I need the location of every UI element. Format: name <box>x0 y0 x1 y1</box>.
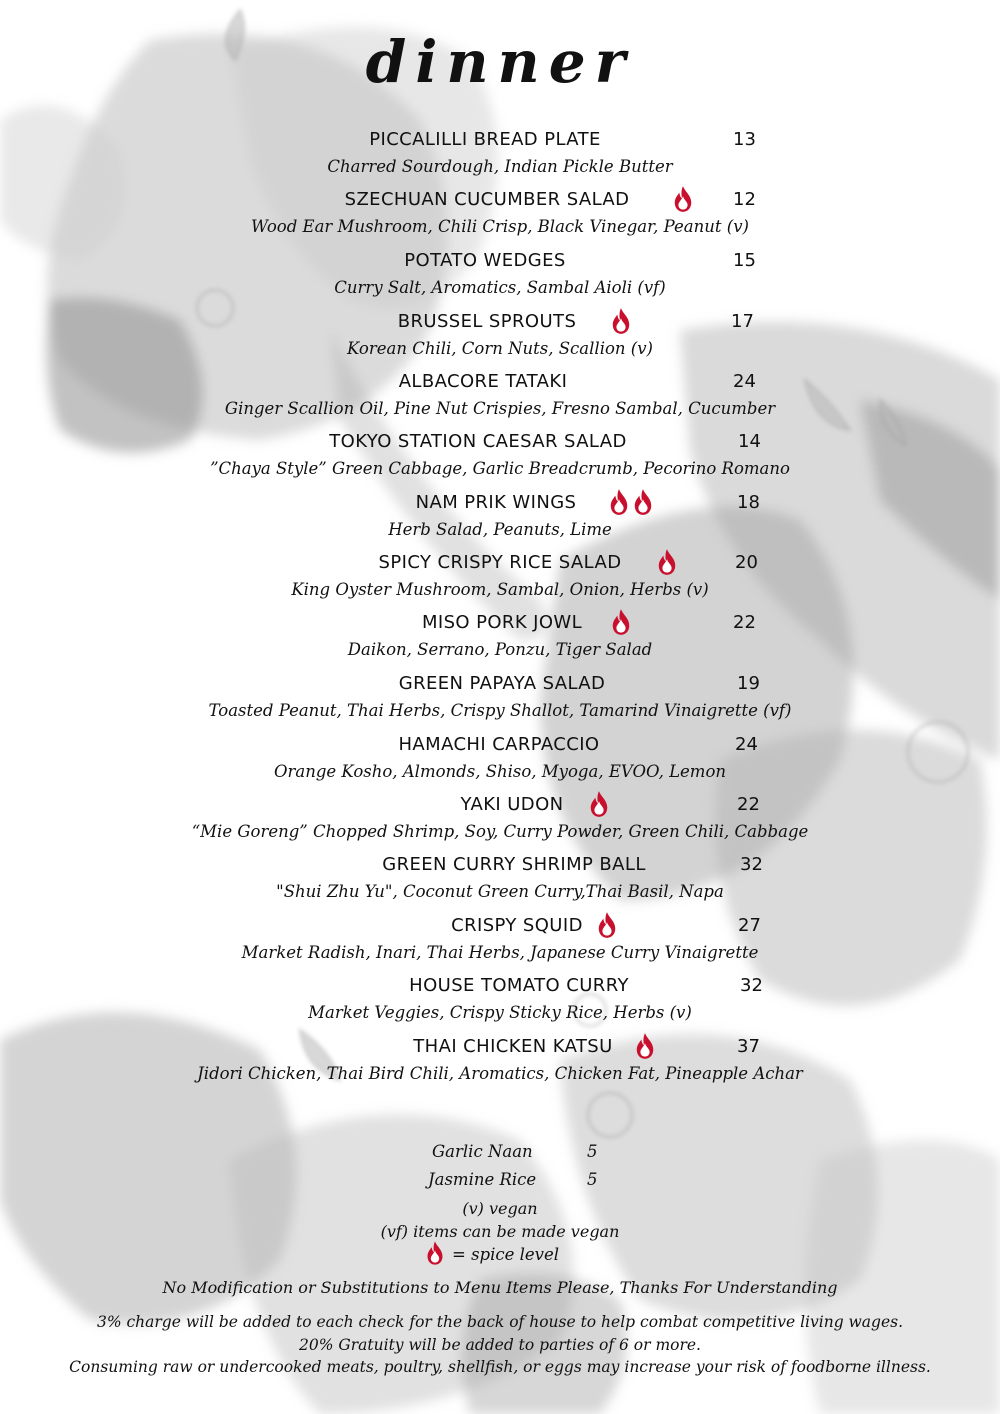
menu-item-name: SPICY CRISPY RICE SALAD <box>378 552 622 573</box>
menu-item <box>0 1034 1000 1064</box>
menu-item-name: ALBACORE TATAKI <box>398 371 568 392</box>
menu-item <box>0 792 1000 822</box>
menu-item-name: MISO PORK JOWL <box>421 612 583 633</box>
menu-item-price: 12 <box>733 189 756 210</box>
side-price: 5 <box>587 1142 598 1161</box>
menu-item-description: Toasted Peanut, Thai Herbs, Crispy Shallot, Tamarind Vinaigrette (vf) <box>208 701 792 720</box>
menu-item <box>0 187 1000 217</box>
menu-item-price: 32 <box>740 975 763 996</box>
menu-item-name: PICCALILLI BREAD PLATE <box>369 129 601 150</box>
side-name: Jasmine Rice <box>428 1170 537 1189</box>
menu-item-name: GREEN PAPAYA SALAD <box>398 673 606 694</box>
menu-item-price: 22 <box>733 612 756 633</box>
flame-icon <box>596 911 618 939</box>
flame-icon <box>425 1240 445 1266</box>
menu-item-price: 17 <box>731 311 754 332</box>
menu-item-description: Market Radish, Inari, Thai Herbs, Japanese Curry Vinaigrette <box>241 943 759 962</box>
menu-item-description: King Oyster Mushroom, Sambal, Onion, Herbs (v) <box>291 580 709 599</box>
menu-item <box>0 550 1000 580</box>
menu-item-price: 24 <box>735 734 758 755</box>
legend-vegan-friendly: (vf) items can be made vegan <box>380 1222 620 1241</box>
menu-item-name: SZECHUAN CUCUMBER SALAD <box>344 189 630 210</box>
menu-item-price: 15 <box>733 250 756 271</box>
flame-icon <box>656 548 678 576</box>
menu-item-price: 24 <box>733 371 756 392</box>
menu-item-name: THAI CHICKEN KATSU <box>413 1036 613 1057</box>
menu-item <box>0 852 1000 882</box>
menu-item-name: POTATO WEDGES <box>404 250 566 271</box>
menu-item-description: Herb Salad, Peanuts, Lime <box>388 520 612 539</box>
side-name: Garlic Naan <box>432 1142 533 1161</box>
flame-icon <box>672 185 694 213</box>
menu-item-name: TOKYO STATION CAESAR SALAD <box>329 431 627 452</box>
menu-item <box>0 369 1000 399</box>
menu-item-description: Daikon, Serrano, Ponzu, Tiger Salad <box>347 640 653 659</box>
legend-vegan: (v) vegan <box>462 1199 538 1218</box>
flame-icon <box>610 307 632 335</box>
menu-item-name: YAKI UDON <box>460 794 564 815</box>
menu-item-description: Jidori Chicken, Thai Bird Chili, Aromatics, Chicken Fat, Pineapple Achar <box>197 1064 803 1083</box>
flame-icon <box>588 790 610 818</box>
menu-item-description: Ginger Scallion Oil, Pine Nut Crispies, Fresno Sambal, Cucumber <box>224 399 776 418</box>
menu-item <box>0 490 1000 520</box>
menu-item-name: HAMACHI CARPACCIO <box>398 734 600 755</box>
menu-item-price: 32 <box>740 854 763 875</box>
menu-item <box>0 913 1000 943</box>
gratuity-note: 20% Gratuity will be added to parties of 6 or more. <box>299 1336 701 1354</box>
back-of-house-charge-note: 3% charge will be added to each check for the back of house to help combat competitive living wages. <box>96 1313 904 1331</box>
menu-item-price: 18 <box>737 492 760 513</box>
flame-icon <box>608 488 630 516</box>
menu-item <box>0 429 1000 459</box>
menu-item-description: Wood Ear Mushroom, Chili Crisp, Black Vinegar, Peanut (v) <box>251 217 749 236</box>
menu-item-price: 13 <box>733 129 756 150</box>
menu-item-description: Charred Sourdough, Indian Pickle Butter <box>327 157 673 176</box>
legend-spice-level: = spice level <box>452 1245 560 1264</box>
menu-item-price: 22 <box>737 794 760 815</box>
menu-item-description: Curry Salt, Aromatics, Sambal Aioli (vf) <box>334 278 666 297</box>
menu-item-price: 37 <box>737 1036 760 1057</box>
menu-item <box>0 127 1000 157</box>
menu-item-price: 14 <box>738 431 761 452</box>
flame-icon <box>634 1032 656 1060</box>
no-modifications-note: No Modification or Substitutions to Menu Items Please, Thanks For Understanding <box>162 1278 838 1297</box>
menu-item <box>0 973 1000 1003</box>
menu-item-name: GREEN CURRY SHRIMP BALL <box>382 854 646 875</box>
menu-item-name: BRUSSEL SPROUTS <box>397 311 577 332</box>
menu-item-price: 20 <box>735 552 758 573</box>
menu-item-name: NAM PRIK WINGS <box>415 492 577 513</box>
menu-item <box>0 671 1000 701</box>
menu-item-description: ”Chaya Style” Green Cabbage, Garlic Breadcrumb, Pecorino Romano <box>210 459 790 478</box>
menu-item-name: HOUSE TOMATO CURRY <box>409 975 629 996</box>
menu-item-price: 19 <box>737 673 760 694</box>
menu-item-description: "Shui Zhu Yu", Coconut Green Curry,Thai Basil, Napa <box>276 882 724 901</box>
flame-icon <box>610 608 632 636</box>
foodborne-illness-warning: Consuming raw or undercooked meats, poultry, shellfish, or eggs may increase your risk of foodborne illness. <box>69 1358 931 1376</box>
menu-item-description: Korean Chili, Corn Nuts, Scallion (v) <box>347 339 653 358</box>
menu-item-description: Orange Kosho, Almonds, Shiso, Myoga, EVOO, Lemon <box>273 762 727 781</box>
menu-item <box>0 732 1000 762</box>
menu-item <box>0 248 1000 278</box>
menu-item <box>0 309 1000 339</box>
menu-item-price: 27 <box>738 915 761 936</box>
flame-icon <box>632 488 654 516</box>
menu-item <box>0 610 1000 640</box>
menu-item-description: “Mie Goreng” Chopped Shrimp, Soy, Curry Powder, Green Chili, Cabbage <box>191 822 809 841</box>
menu-item-description: Market Veggies, Crispy Sticky Rice, Herbs (v) <box>308 1003 692 1022</box>
menu-title: dinner <box>365 28 635 96</box>
menu-item-name: CRISPY SQUID <box>451 915 583 936</box>
side-price: 5 <box>587 1170 598 1189</box>
